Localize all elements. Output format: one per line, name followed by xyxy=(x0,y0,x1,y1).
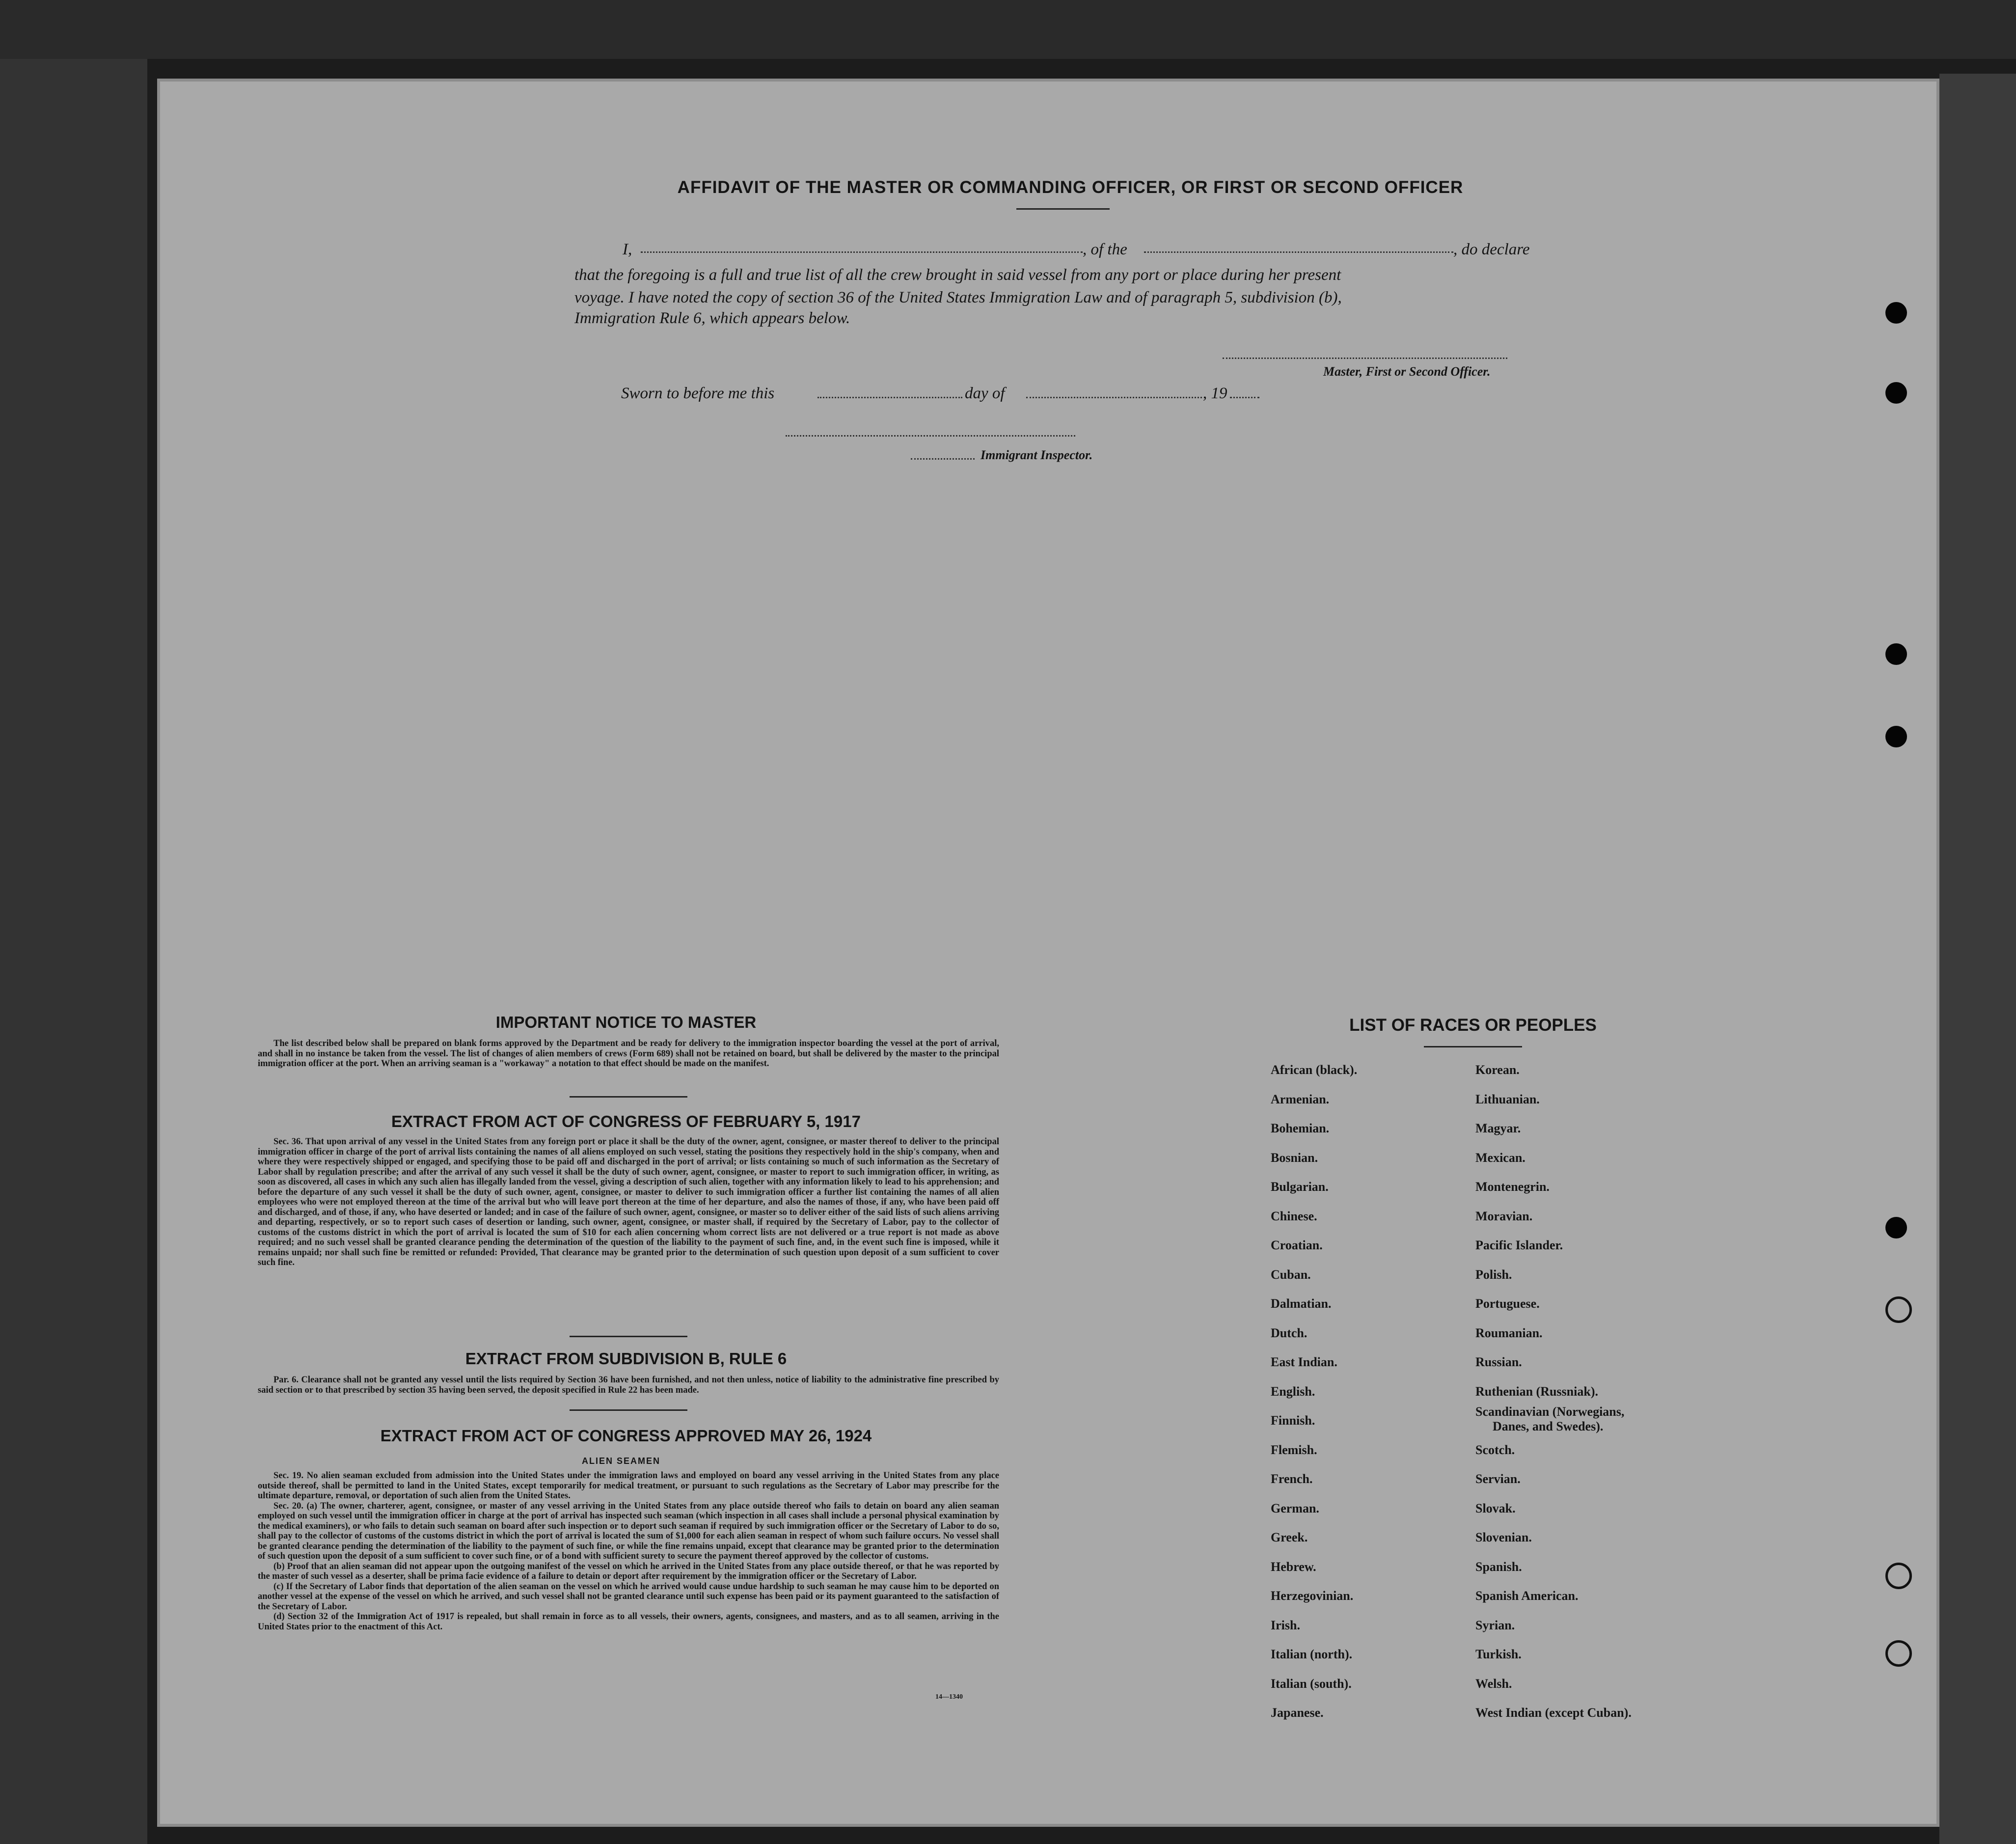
sworn-month-field[interactable] xyxy=(1026,397,1205,398)
sworn-start: Sworn to before me this xyxy=(621,385,775,402)
paragraph: Sec. 20. (a) The owner, charterer, agent, consignee, or master of any vessel arriving in the United States from any place outside thereof who fails to detain on board any alien seaman employed on such vessel until the immigration officer in charge at the port of arrival has inspected such seaman (which inspection in all cases shall include a personal physical examination by the medical examiners), or who fails to detain such seaman on board after such inspection or to deport such seaman if required by such immigration officer or the Secretary of Labor to do so, shall pay to the collector of customs of the customs district in which the port of arrival is located the sum of $1,000 for each alien seaman in respect of whom such failure occurs. No vessel shall be granted clearance pending the determination of the liability to the payment of such fine, or while the fine remains unpaid, except that clearance may be granted prior to the determination of such question upon the deposit of a sum sufficient to cover such fine, or of a bond with sufficient surety to secure the payment thereof approved by the collector of customs. xyxy=(258,1501,999,1561)
extract-1917-title: EXTRACT FROM ACT OF CONGRESS OF FEBRUARY 5, 1917 xyxy=(391,1112,861,1130)
inspector-prefix-line xyxy=(911,458,975,460)
race-item: Finnish. xyxy=(1271,1413,1315,1428)
affidavit-line1-end: , do declare xyxy=(1453,241,1530,258)
paragraph: Sec. 19. No alien seaman excluded from admission into the United States under the immigration laws and employed on board any vessel arriving in the United States from any place outside thereof, shall be permitted to land in the United States, except temporarily for medical treatment, or pursuant to such regulations as the Secretary of Labor may prescribe for the ultimate departure, removal, or deportation of such alien from the United States. xyxy=(258,1471,999,1501)
affidavit-line2: that the foregoing is a full and true list of all the crew brought in said vessel from any port or place during her present xyxy=(574,266,1341,284)
subdivision-title: EXTRACT FROM SUBDIVISION B, RULE 6 xyxy=(465,1349,787,1368)
punch-hole-icon xyxy=(1885,1217,1907,1239)
race-item: Lithuanian. xyxy=(1475,1092,1540,1106)
race-item: Welsh. xyxy=(1475,1677,1512,1691)
extract-1924-text xyxy=(258,1471,999,1632)
affidavit-title: AFFIDAVIT OF THE MASTER OR COMMANDING OFFICER, OR FIRST OR SECOND OFFICER xyxy=(677,178,1464,197)
race-item: Slovak. xyxy=(1475,1501,1516,1515)
scan-background-left xyxy=(0,59,147,1844)
race-item: Ruthenian (Russniak). xyxy=(1475,1384,1598,1399)
vessel-field[interactable] xyxy=(1144,251,1453,253)
race-item: Bulgarian. xyxy=(1271,1180,1329,1194)
race-item: Montenegrin. xyxy=(1475,1180,1550,1194)
race-item: Scotch. xyxy=(1475,1443,1515,1457)
divider xyxy=(1016,208,1110,210)
race-item: Armenian. xyxy=(1271,1092,1330,1106)
race-item-continuation: Danes, and Swedes). xyxy=(1493,1419,1604,1433)
punch-hole-icon xyxy=(1885,726,1907,747)
sworn-mid: day of xyxy=(965,385,1005,402)
race-item: Croatian. xyxy=(1271,1238,1323,1252)
race-item: Turkish. xyxy=(1475,1647,1522,1661)
race-item: Japanese. xyxy=(1271,1706,1324,1720)
extract-1917-text: Sec. 36. That upon arrival of any vessel in the United States from any foreign port or place it shall be the duty of the owner, agent, consignee, or master thereof to deliver to the principal immigration officer in charge of the port of arrival lists containing the names of all aliens employed on such vessel, stating the positions they respectively hold in the ship's company, when and where they were respectively shipped or engaged, and specifying those to be paid off and discharged in the port of arrival; or lists containing so much of such information as the Secretary of Labor shall by regulation prescribe; and after the arrival of any such vessel it shall be the duty of such owner, agent, consignee, or master to report to such immigration officer, in writing, as soon as discovered, all cases in which any such alien has illegally landed from the vessel, giving a description of such alien, together with any information likely to lead to his apprehension; and before the departure of any such vessel it shall be the duty of such owner, agent, consignee, or master to deliver to such immigration officer a further list containing the names of all alien employees who were not employed thereon at the time of the arrival but who will leave port thereon at the time of her departure, and also the names of those, if any, who have been paid off and discharged, and of those, if any, who have deserted or landed; and in case of the failure of such owner, agent, consignee, or master so to deliver either of the said lists of such aliens arriving and departing, respectively, or so to report such cases of desertion or landing, such owner, agent, consignee, or master shall, if required by the Secretary of Labor, pay to the collector of customs of the customs district in which the port of arrival is located the sum of $10 for each alien concerning whom correct lists are not delivered or a true report is not made as above required; and no such vessel shall be granted clearance pending the determination of the question of the liability to the payment of such fine, and, in the event such fine is imposed, while it remains unpaid; nor shall such fine be remitted or refunded: Provided, That clearance may be granted prior to the determination of such question upon deposit of a sum sufficient to cover such fine. xyxy=(258,1137,999,1267)
sworn-year-field[interactable] xyxy=(1230,397,1259,398)
race-item: Chinese. xyxy=(1271,1209,1317,1223)
divider xyxy=(570,1096,687,1098)
race-item: French. xyxy=(1271,1472,1313,1486)
race-item: Russian. xyxy=(1475,1355,1522,1369)
divider xyxy=(570,1336,687,1337)
race-item: Pacific Islander. xyxy=(1475,1238,1563,1252)
race-item: Herzegovinian. xyxy=(1271,1589,1354,1603)
race-item: Slovenian. xyxy=(1475,1530,1532,1544)
paragraph: (d) Section 32 of the Immigration Act of 1917 is repealed, but shall remain in force as to all vessels, their owners, agents, consignees, and masters, and as to all seamen, arriving in the United States prior to the enactment of this Act. xyxy=(258,1612,999,1632)
race-item: Flemish. xyxy=(1271,1443,1317,1457)
race-item: Bosnian. xyxy=(1271,1151,1318,1165)
subdivision-text: Par. 6. Clearance shall not be granted any vessel until the lists required by Section 36 have been furnished, and not then unless, notice of liability to the administrative fine prescribed by said section or to that prescribed by section 35 having been served, the deposit specified in Rule 22 has been made. xyxy=(258,1375,999,1395)
scan-background-top xyxy=(0,0,2016,59)
punch-hole-icon xyxy=(1885,643,1907,665)
race-item: Dutch. xyxy=(1271,1326,1308,1340)
race-item: Roumanian. xyxy=(1475,1326,1543,1340)
divider xyxy=(1424,1046,1522,1047)
race-item: Hebrew. xyxy=(1271,1560,1316,1574)
affidavit-line4: Immigration Rule 6, which appears below. xyxy=(574,309,850,327)
signature-caption: Master, First or Second Officer. xyxy=(1323,364,1491,379)
race-item: Polish. xyxy=(1475,1267,1512,1282)
race-item: Mexican. xyxy=(1475,1151,1526,1165)
race-item: African (black). xyxy=(1271,1063,1358,1077)
race-item: English. xyxy=(1271,1384,1315,1399)
extract-1924-title: EXTRACT FROM ACT OF CONGRESS APPROVED MAY 26, 1924 xyxy=(380,1427,872,1445)
race-item: Scandinavian (Norwegians, xyxy=(1475,1404,1625,1419)
race-item: Spanish. xyxy=(1475,1560,1522,1574)
race-item: Italian (north). xyxy=(1271,1647,1353,1661)
name-field[interactable] xyxy=(641,251,1083,253)
sworn-end: , 19 xyxy=(1203,385,1227,402)
affidavit-line3: voyage. I have noted the copy of section 36 of the United States Immigration Law and of paragraph 5, subdivision (b), xyxy=(574,289,1342,306)
notice-text: The list described below shall be prepared on blank forms approved by the Department and be ready for delivery to the immigration inspector boarding the vessel at the port of arrival, and shall in no instance be taken from the vessel. The list of changes of alien members of crews (Form 689) shall not be retained on board, but shall be delivered by the master to the principal immigration officer at the port. When an arriving seaman is a "workaway" a notation to that effect should be made on the manifest. xyxy=(258,1039,999,1069)
race-item: Servian. xyxy=(1475,1472,1521,1486)
race-item: West Indian (except Cuban). xyxy=(1475,1706,1632,1720)
race-item: Korean. xyxy=(1475,1063,1520,1077)
race-item: Spanish American. xyxy=(1475,1589,1579,1603)
affidavit-line1-mid: , of the xyxy=(1083,241,1127,258)
divider xyxy=(570,1409,687,1411)
race-item: Portuguese. xyxy=(1475,1296,1540,1311)
notice-title: IMPORTANT NOTICE TO MASTER xyxy=(495,1013,757,1031)
sworn-day-field[interactable] xyxy=(817,397,962,398)
punch-hole-icon xyxy=(1885,1640,1912,1667)
race-item: Cuban. xyxy=(1271,1267,1311,1282)
race-item: Dalmatian. xyxy=(1271,1296,1332,1311)
paragraph: (b) Proof that an alien seaman did not appear upon the outgoing manifest of the vessel on which he arrived in the United States from any place outside thereof, or that he was reported by the master of such vessel as a deserter, shall be prima facie evidence of a failure to detain or deport after requirement by the immigration officer or the Secretary of Labor. xyxy=(258,1561,999,1581)
punch-hole-icon xyxy=(1885,1296,1912,1323)
affidavit-line1-start: I, xyxy=(623,241,632,258)
form-number: 14—1340 xyxy=(935,1693,963,1701)
race-item: German. xyxy=(1271,1501,1319,1515)
scan-background-right xyxy=(1939,74,2016,1844)
punch-hole-icon xyxy=(1885,302,1907,324)
races-title: LIST OF RACES OR PEOPLES xyxy=(1349,1016,1597,1035)
punch-hole-icon xyxy=(1885,382,1907,404)
race-item: East Indian. xyxy=(1271,1355,1337,1369)
inspector-signature-line[interactable] xyxy=(786,435,1075,437)
race-item: Greek. xyxy=(1271,1530,1308,1544)
alien-seamen-subtitle: ALIEN SEAMEN xyxy=(582,1456,661,1466)
race-item: Moravian. xyxy=(1475,1209,1533,1223)
punch-hole-icon xyxy=(1885,1563,1912,1589)
signature-line[interactable] xyxy=(1223,358,1507,359)
paragraph: (c) If the Secretary of Labor finds that deportation of the alien seaman on the vessel on which he arrived would cause undue hardship to such seaman he may cause him to be deported on another vessel at the expense of the vessel on which he arrived, and such vessel shall not be granted clearance until such expense has been paid or its payment guaranteed to the satisfaction of the Secretary of Labor. xyxy=(258,1581,999,1612)
race-item: Syrian. xyxy=(1475,1618,1515,1632)
race-item: Bohemian. xyxy=(1271,1121,1330,1135)
race-item: Magyar. xyxy=(1475,1121,1521,1135)
inspector-caption: Immigrant Inspector. xyxy=(981,448,1093,462)
race-item: Italian (south). xyxy=(1271,1677,1352,1691)
race-item: Irish. xyxy=(1271,1618,1300,1632)
